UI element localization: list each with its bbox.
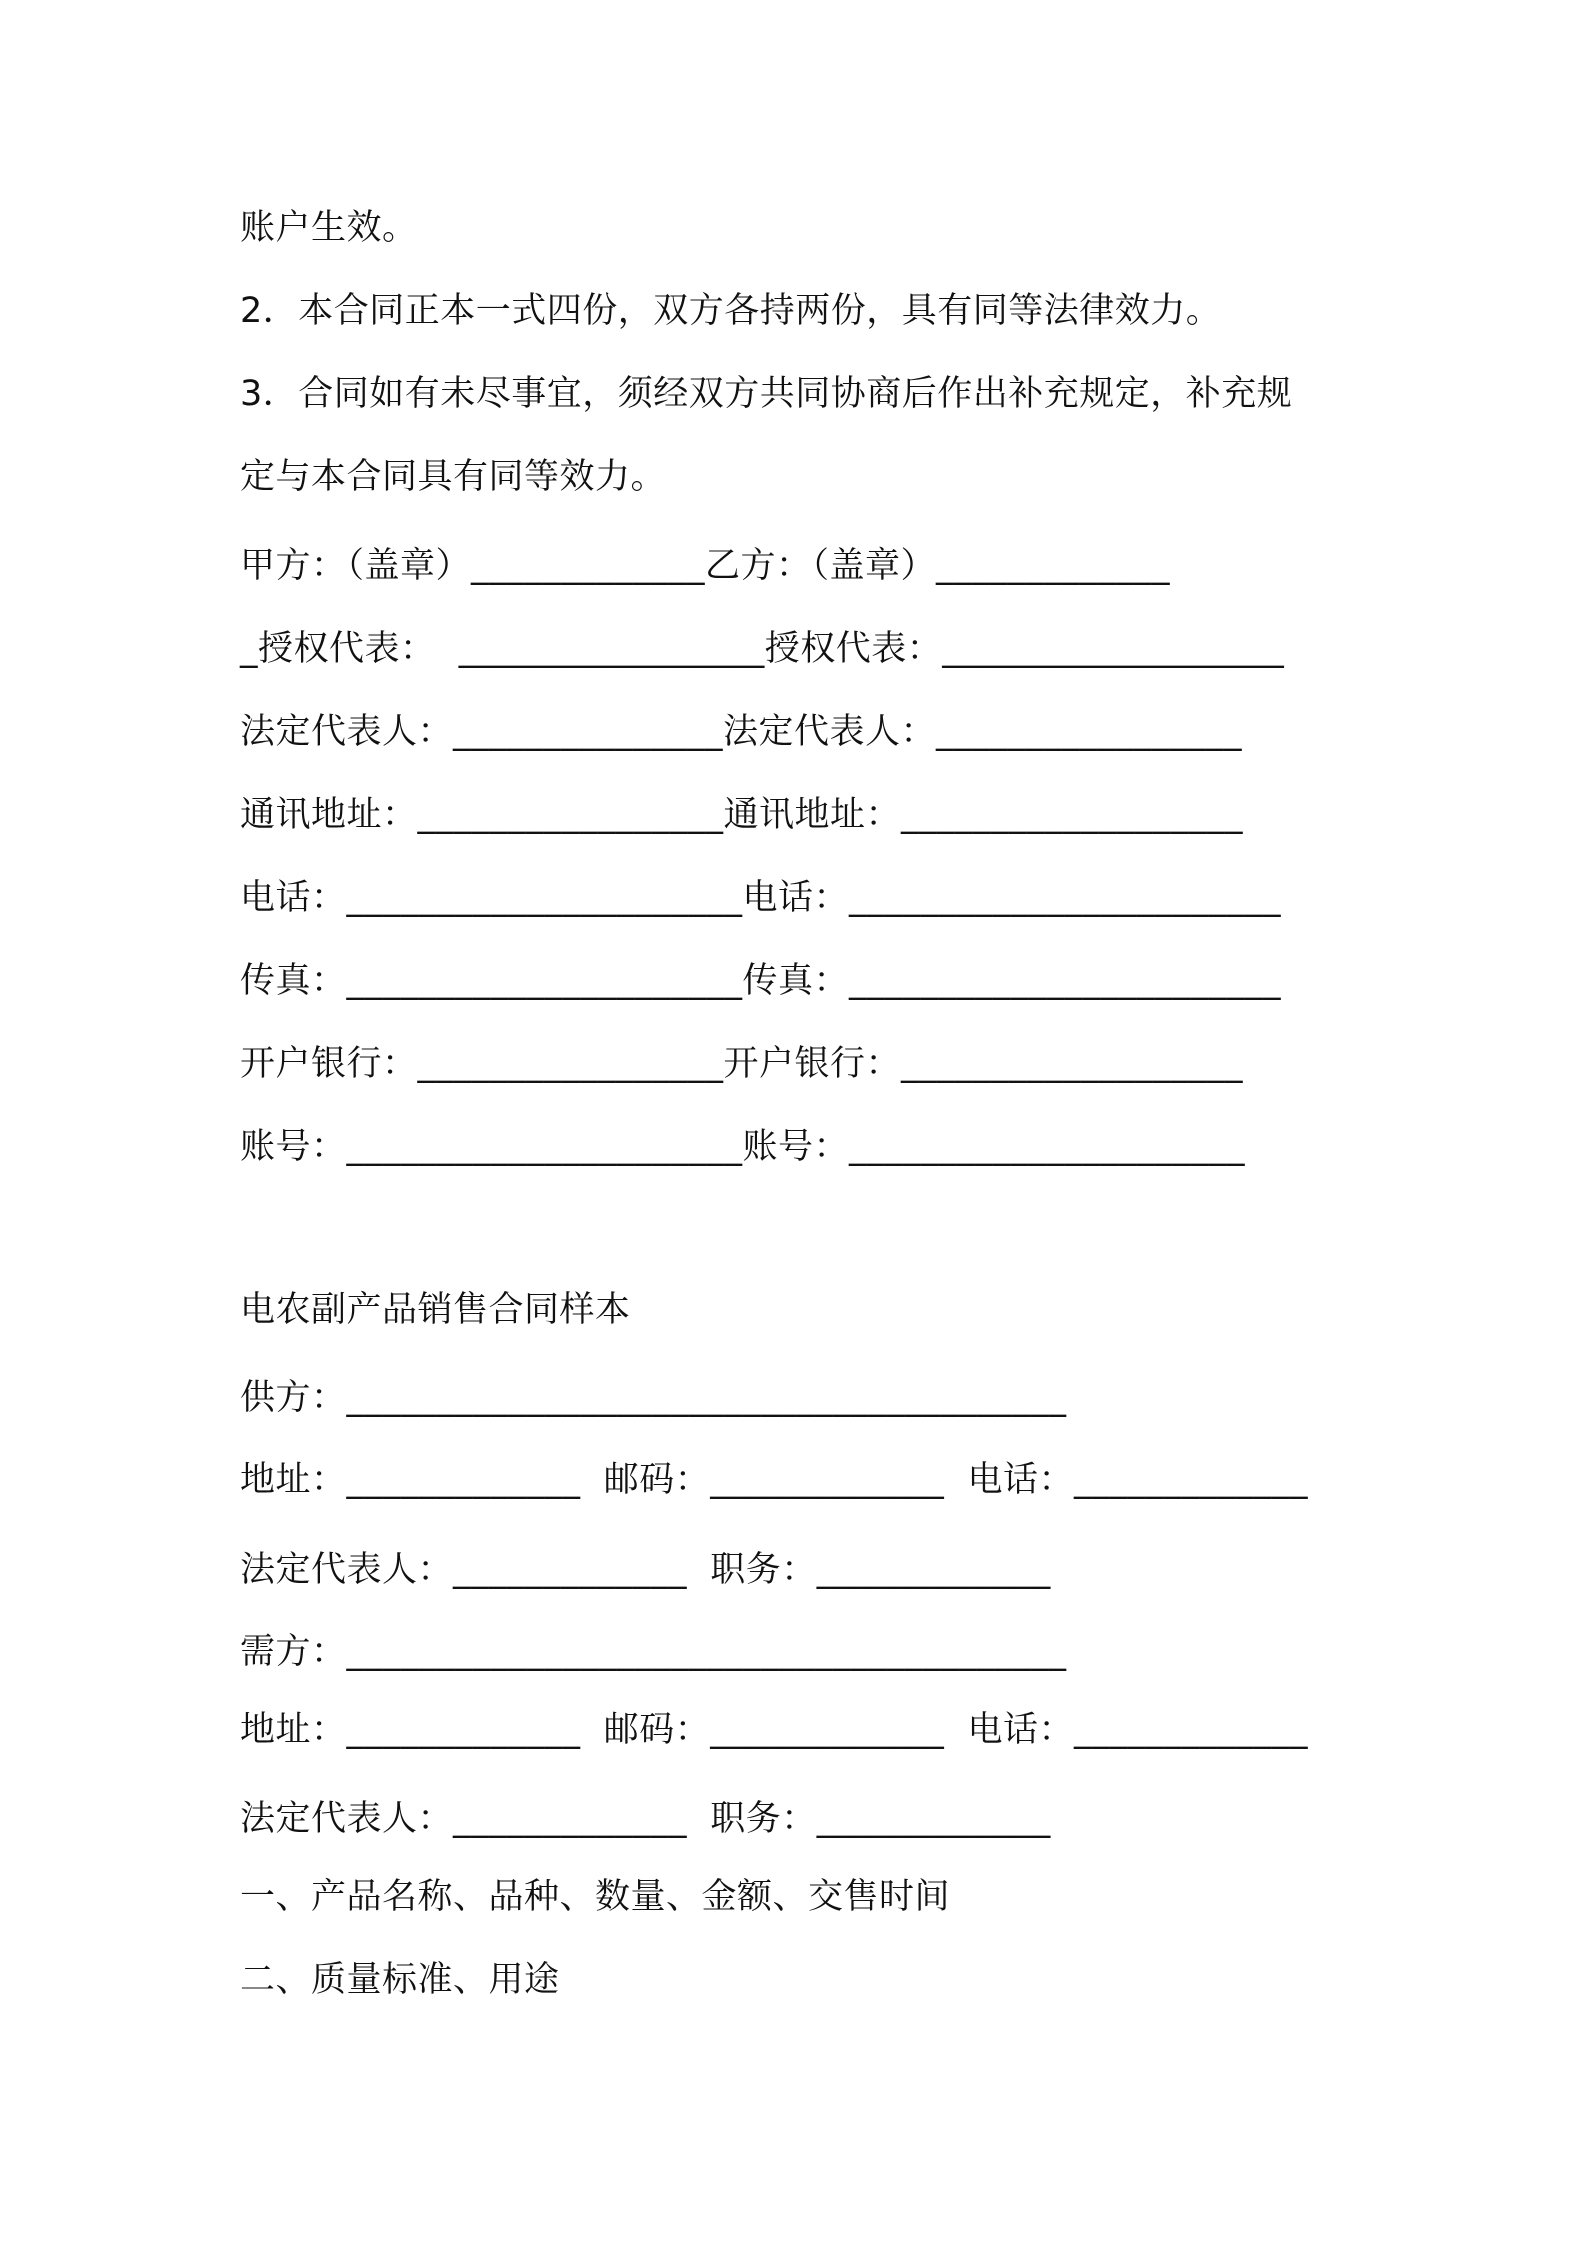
- account-line: 账号：______________________账号：______________________: [240, 1127, 1246, 1167]
- buyer-address-line: 地址：_____________ 邮码：_____________ 电话：_____________: [240, 1710, 1309, 1750]
- party-seal-line: 甲方：（盖章）_____________乙方：（盖章）_____________: [240, 546, 1171, 586]
- contract-title: 电农副产品销售合同样本: [240, 1290, 631, 1330]
- section-1-heading: 一、产品名称、品种、数量、金额、交售时间: [240, 1877, 951, 1917]
- phone-line: 电话：______________________电话：________________________: [240, 878, 1282, 918]
- authorized-rep-line: _授权代表： _________________授权代表：___________________: [240, 629, 1285, 669]
- clause-3-continuation: 定与本合同具有同等效力。: [240, 457, 667, 497]
- supplier-legal-rep-line: 法定代表人：_____________ 职务：_____________: [240, 1550, 1051, 1590]
- legal-rep-line: 法定代表人：_______________法定代表人：_________________: [240, 712, 1243, 752]
- clause-continuation: 账户生效。: [240, 208, 418, 248]
- bank-line: 开户银行：_________________开户银行：___________________: [240, 1044, 1244, 1084]
- supplier-line: 供方：________________________________________: [240, 1378, 1067, 1418]
- clause-2: 2．本合同正本一式四份，双方各持两份，具有同等法律效力。: [240, 291, 1222, 331]
- buyer-legal-rep-line: 法定代表人：_____________ 职务：_____________: [240, 1799, 1051, 1839]
- section-2-heading: 二、质量标准、用途: [240, 1960, 560, 2000]
- fax-line: 传真：______________________传真：________________________: [240, 961, 1282, 1001]
- buyer-line: 需方：________________________________________: [240, 1632, 1067, 1672]
- supplier-address-line: 地址：_____________ 邮码：_____________ 电话：_____________: [240, 1460, 1309, 1500]
- address-line: 通讯地址：_________________通讯地址：___________________: [240, 795, 1244, 835]
- clause-3: 3．合同如有未尽事宜，须经双方共同协商后作出补充规定，补充规: [240, 374, 1293, 414]
